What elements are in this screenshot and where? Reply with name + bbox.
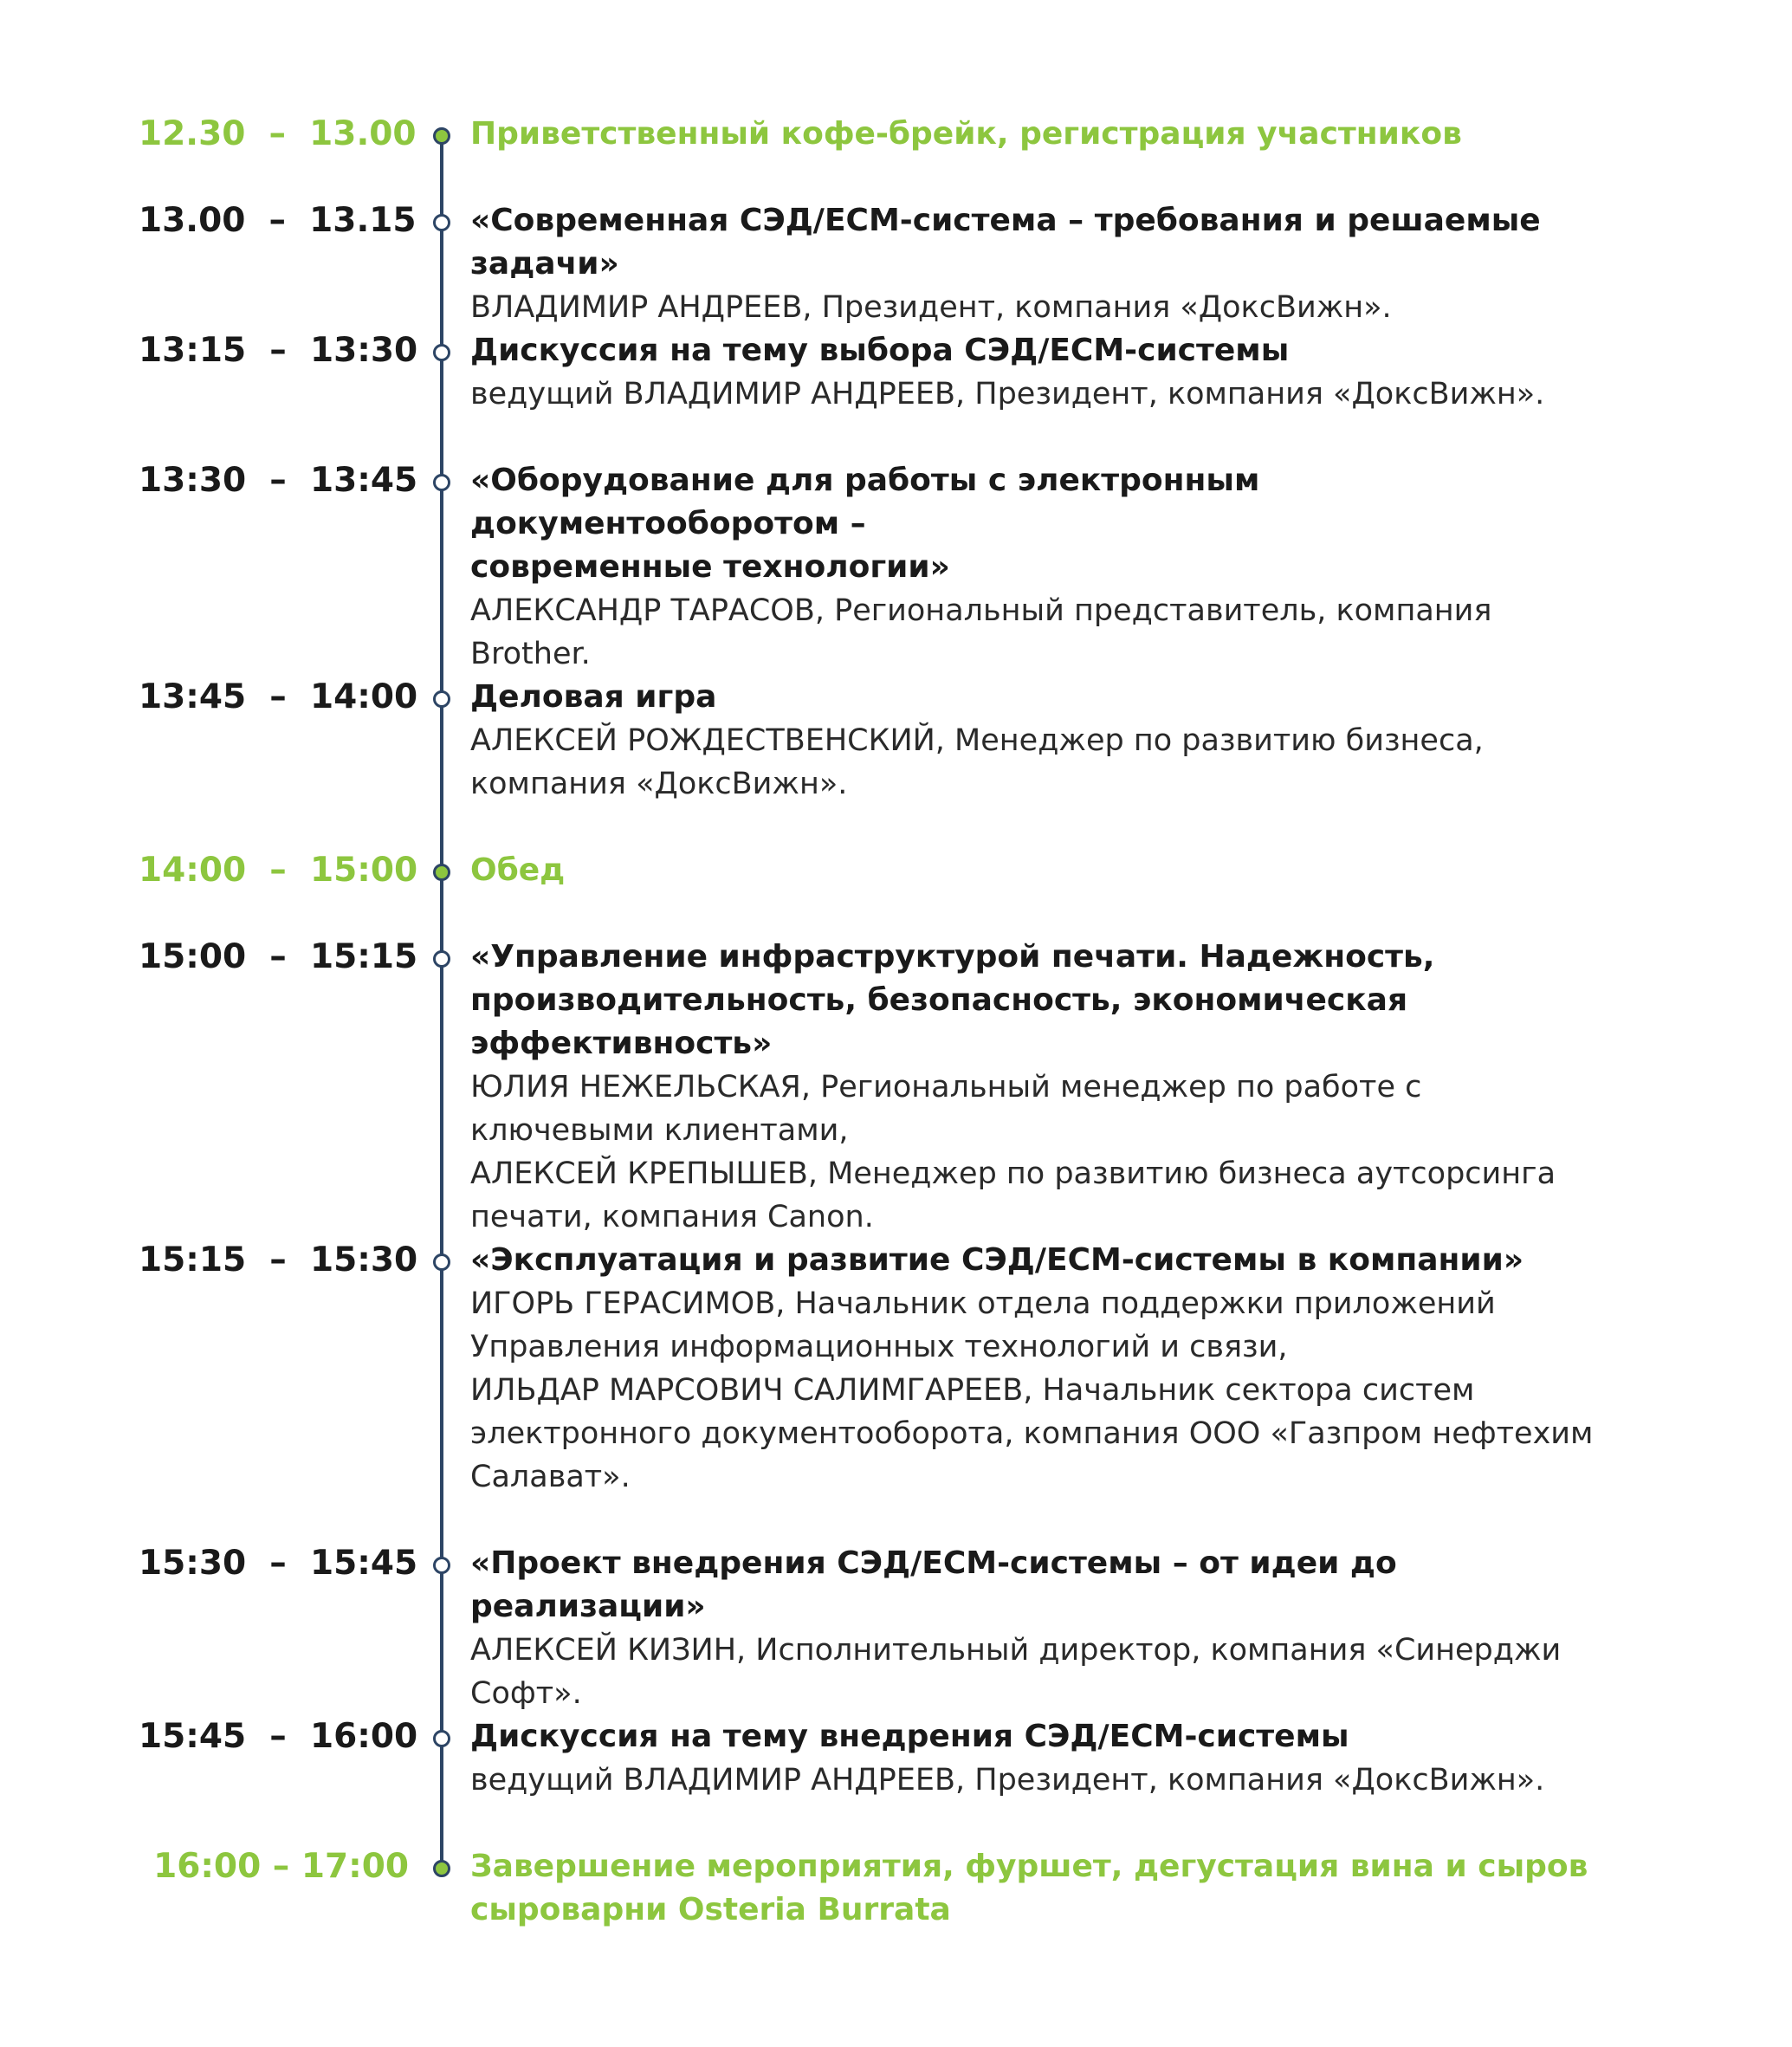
speaker-info: Управления информационных технологий и связи, [470, 1330, 1288, 1364]
schedule-time: 13:30 – 13:45 [139, 461, 418, 500]
speaker-info: электронного документооборота, компания ООО «Газпром нефтехим [470, 1416, 1594, 1451]
schedule-content [470, 329, 1614, 416]
schedule-content [470, 1845, 1614, 1932]
session-title: Дискуссия на тему выбора СЭД/ЕСМ-системы [470, 333, 1290, 368]
schedule-time: 15:30 – 15:45 [139, 1544, 418, 1583]
schedule-content [470, 113, 1614, 156]
session-title: сыроварни Osteria Burrata [470, 1892, 951, 1927]
schedule-time: 12.30 – 13.00 [139, 114, 417, 153]
session-title: «Эксплуатация и развитие СЭД/ЕСМ-системы в компании» [470, 1242, 1524, 1278]
timeline-dot-icon [433, 1860, 450, 1877]
session-title: «Современная СЭД/ЕСМ-система – требования и решаемые задачи» [470, 203, 1541, 282]
timeline-dot-icon [433, 344, 450, 361]
timeline-dot-icon [433, 127, 450, 145]
timeline-dot-icon [433, 474, 450, 491]
session-title: «Оборудование для работы с электронным документооборотом – [470, 463, 1260, 541]
speaker-info: компания «ДоксВижн». [470, 767, 848, 801]
session-title: «Управление инфраструктурой печати. Надежность, [470, 939, 1435, 975]
schedule-time: 16:00 – 17:00 [153, 1847, 409, 1886]
schedule-time: 14:00 – 15:00 [139, 851, 418, 890]
speaker-info: ИЛЬДАР МАРСОВИЧ САЛИМГАРЕЕВ, Начальник сектора систем [470, 1373, 1475, 1408]
speaker-info: Софт». [470, 1676, 582, 1711]
schedule-content [470, 1715, 1614, 1802]
session-title: Дискуссия на тему внедрения СЭД/ЕСМ-системы [470, 1719, 1349, 1754]
speaker-info: печати, компания Canon. [470, 1200, 874, 1234]
session-title: Приветственный кофе-брейк, регистрация участников [470, 116, 1462, 152]
schedule-content [470, 849, 1614, 892]
speaker-info: ведущий ВЛАДИМИР АНДРЕЕВ, Президент, компания «ДоксВижн». [470, 1763, 1545, 1798]
schedule-content [470, 936, 1614, 1239]
session-title: Деловая игра [470, 679, 717, 715]
speaker-info: АЛЕКСЕЙ РОЖДЕСТВЕНСКИЙ, Менеджер по развитию бизнеса, [470, 723, 1484, 758]
timeline-dot-icon [433, 864, 450, 881]
schedule-content [470, 199, 1614, 329]
timeline-dot-icon [433, 214, 450, 231]
schedule-content [470, 676, 1614, 806]
session-title: Обед [470, 852, 566, 888]
session-title: Завершение мероприятия, фуршет, дегустация вина и сыров [470, 1849, 1588, 1884]
timeline-dot-icon [433, 1730, 450, 1747]
schedule-time: 13.00 – 13.15 [139, 201, 417, 240]
speaker-info: Brother. [470, 637, 591, 671]
schedule-time: 13:15 – 13:30 [139, 331, 418, 370]
schedule-time: 15:45 – 16:00 [139, 1717, 418, 1756]
speaker-info: ИГОРЬ ГЕРАСИМОВ, Начальник отдела поддержки приложений [470, 1286, 1496, 1321]
speaker-info: ВЛАДИМИР АНДРЕЕВ, Президент, компания «ДоксВижн». [470, 290, 1392, 325]
session-title: современные технологии» [470, 549, 950, 585]
schedule-time: 15:00 – 15:15 [139, 937, 418, 976]
schedule-content [470, 459, 1614, 676]
timeline-dot-icon [433, 1253, 450, 1271]
speaker-info: ключевыми клиентами, [470, 1113, 849, 1148]
timeline-dot-icon [433, 950, 450, 968]
speaker-info: ведущий ВЛАДИМИР АНДРЕЕВ, Президент, компания «ДоксВижн». [470, 377, 1545, 411]
speaker-info: Салават». [470, 1460, 631, 1494]
schedule-content [470, 1542, 1614, 1715]
session-title: производительность, безопасность, экономическая эффективность» [470, 982, 1408, 1061]
timeline-line [440, 130, 443, 1864]
speaker-info: АЛЕКСЕЙ КРЕПЫШЕВ, Менеджер по развитию бизнеса аутсорсинга [470, 1156, 1556, 1191]
speaker-info: АЛЕКСЕЙ КИЗИН, Исполнительный директор, компания «Синерджи [470, 1633, 1562, 1668]
session-title: «Проект внедрения СЭД/ЕСМ-системы – от идеи до реализации» [470, 1545, 1397, 1624]
speaker-info: АЛЕКСАНДР ТАРАСОВ, Региональный представитель, компания [470, 593, 1492, 628]
schedule-time: 15:15 – 15:30 [139, 1241, 418, 1279]
schedule-time: 13:45 – 14:00 [139, 677, 418, 716]
timeline-dot-icon [433, 1557, 450, 1574]
speaker-info: ЮЛИЯ НЕЖЕЛЬСКАЯ, Региональный менеджер по работе с [470, 1070, 1422, 1104]
schedule-content [470, 1239, 1614, 1499]
timeline-dot-icon [433, 690, 450, 708]
